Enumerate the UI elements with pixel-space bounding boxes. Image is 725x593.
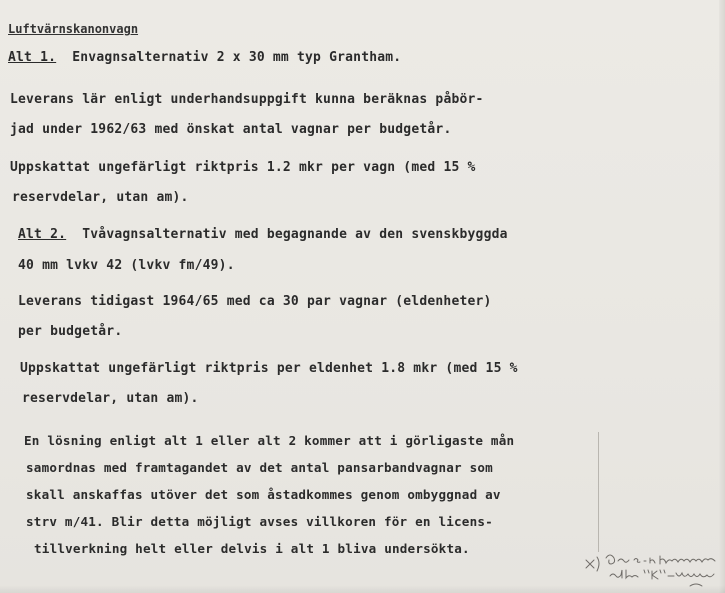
para5-line-4: strv m/41. Blir detta möjligt avses villkoren för en licens- [26,514,493,529]
para5-line-1: En lösning enligt alt 1 eller alt 2 kommer att i görligaste mån [24,433,515,448]
alt1-title: Envagnsalternativ 2 x 30 mm typ Grantham. [72,50,402,65]
alt1-label: Alt 1. [8,50,57,65]
para4-line-1: Uppskattat ungefärligt riktpris per eldenhet 1.8 mkr (med 15 % [20,361,518,376]
para3-line-1: Leverans tidigast 1964/65 med ca 30 par vagnar (eldenheter) [18,294,492,309]
page-bottom-shadow [0,585,725,593]
para5-line-2: samordnas med framtagandet av det antal pansarbandvagnar som [26,460,493,475]
para2-line-2: reservdelar, utan am). [12,190,189,205]
handwritten-note [580,530,725,590]
para1-line-2: jad under 1962/63 med önskat antal vagnar per budgetår. [10,122,452,137]
document-heading: Luftvärnskanonvagn [8,22,139,36]
para2-line-1: Uppskattat ungefärligt riktpris 1.2 mkr per vagn (med 15 % [10,160,476,175]
alt2-label: Alt 2. [18,227,67,242]
para4-line-2: reservdelar, utan am). [22,391,199,406]
alt2-title: Tvåvagnsalternativ med begagnande av den svenskbyggda [82,227,508,242]
para5-line-5: tillverkning helt eller delvis i alt 1 bliva undersökta. [34,541,470,556]
alt2-line-2: 40 mm lvkv 42 (lvkv fm/49). [18,258,235,273]
page-edge-shadow [719,0,725,593]
alt1-line [8,50,401,65]
para1-line-1: Leverans lär enligt underhandsuppgift kunna beräknas påbör- [10,92,484,107]
alt2-line [18,227,508,242]
para5-line-3: skall anskaffas utöver det som åstadkommes genom ombyggnad av [26,487,501,502]
para3-line-2: per budgetår. [18,324,123,339]
